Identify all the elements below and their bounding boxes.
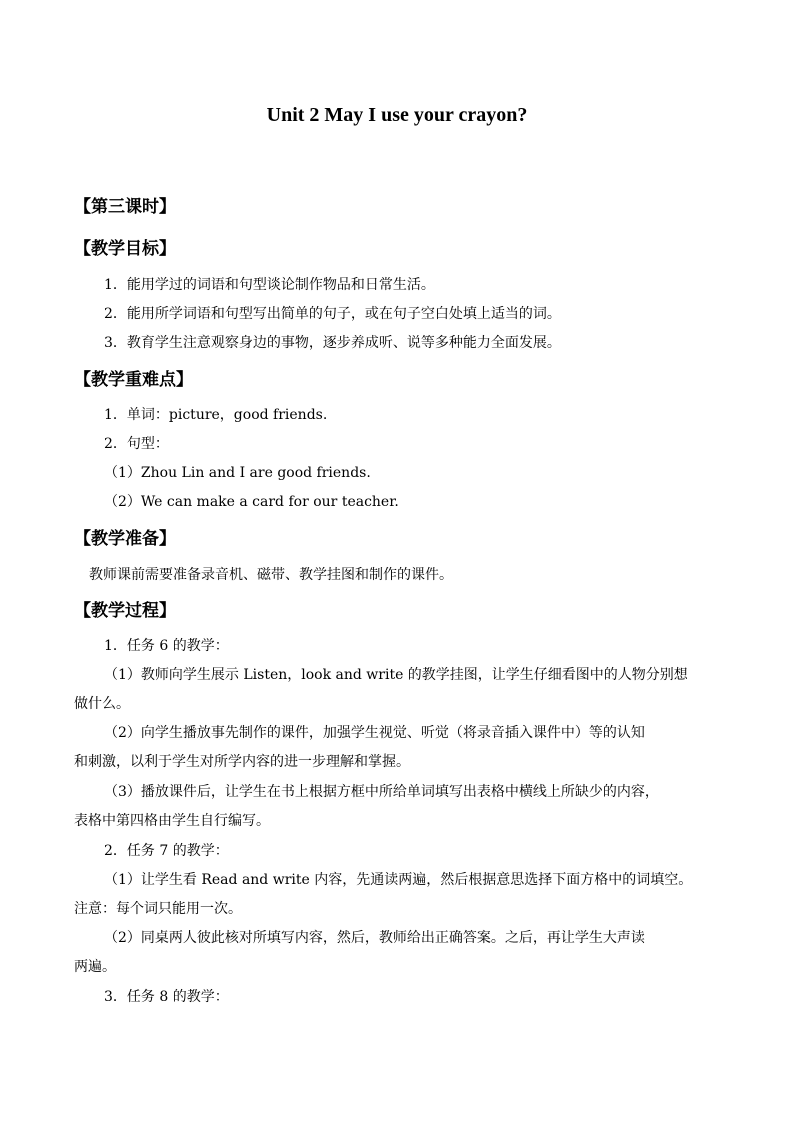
- task8-label: 3．任务 8 的教学：: [104, 989, 229, 1005]
- key-points-words: 1．单词：picture，good friends.: [104, 407, 328, 423]
- task6-step1-line2: 做什么。: [74, 696, 130, 712]
- task6-label: 1．任务 6 的教学：: [104, 638, 229, 654]
- objective-item-3: 3．教育学生注意观察身边的事物，逐步养成听、说等多种能力全面发展。: [104, 335, 561, 351]
- preparation-heading: 【教学准备】: [74, 529, 176, 549]
- task7-step2-line1: （2）同桌两人彼此核对所填写内容，然后，教师给出正确答案。之后，再让学生大声读: [104, 930, 645, 946]
- task6-step3-line1: （3）播放课件后，让学生在书上根据方框中所给单词填写出表格中横线上所缺少的内容，: [104, 784, 659, 800]
- task7-step1-line2: 注意：每个词只能用一次。: [74, 901, 242, 917]
- objective-item-1: 1．能用学过的词语和句型谈论制作物品和日常生活。: [104, 277, 435, 293]
- document-title: Unit 2 May I use your crayon?: [266, 104, 528, 126]
- preparation-text: 教师课前需要准备录音机、磁带、教学挂图和制作的课件。: [89, 567, 453, 583]
- task6-step2-line2: 和刺激，以利于学生对所学内容的进一步理解和掌握。: [74, 754, 410, 770]
- task6-step2-line1: （2）向学生播放事先制作的课件，加强学生视觉、听觉（将录音插入课件中）等的认知: [104, 725, 645, 741]
- objectives-heading: 【教学目标】: [74, 239, 176, 259]
- key-points-pattern-1: （1）Zhou Lin and I are good friends.: [104, 465, 371, 481]
- task7-label: 2．任务 7 的教学：: [104, 843, 229, 859]
- task7-step1-line1: （1）让学生看 Read and write 内容，先通读两遍，然后根据意思选择下面方格中的词填空。: [104, 872, 693, 888]
- key-points-heading: 【教学重难点】: [74, 370, 193, 390]
- key-points-pattern-2: （2）We can make a card for our teacher.: [104, 494, 399, 510]
- key-points-patterns-label: 2．句型：: [104, 436, 169, 452]
- task7-step2-line2: 两遍。: [74, 959, 116, 975]
- task6-step1-line1: （1）教师向学生展示 Listen，look and write 的教学挂图，让学生仔细看图中的人物分别想: [104, 667, 688, 683]
- process-heading: 【教学过程】: [74, 601, 176, 621]
- lesson-heading: 【第三课时】: [74, 197, 176, 217]
- objective-item-2: 2．能用所学词语和句型写出简单的句子，或在句子空白处填上适当的词。: [104, 306, 561, 322]
- task6-step3-line2: 表格中第四格由学生自行编写。: [74, 813, 270, 829]
